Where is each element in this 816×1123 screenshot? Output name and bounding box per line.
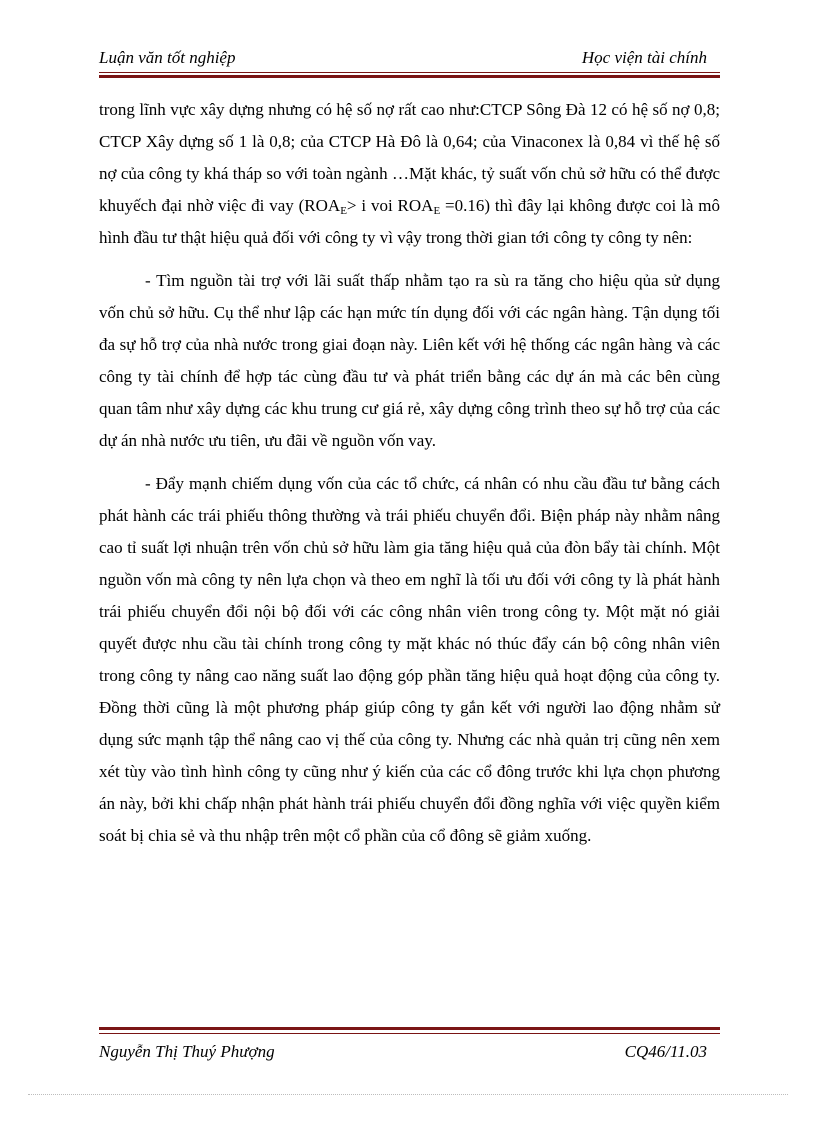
header-rule-thin [99,72,720,73]
page-bottom-dotted-line [28,1094,788,1095]
footer-rule-thick [99,1027,720,1030]
footer-author-name: Nguyễn Thị Thuý Phượng [99,1042,275,1061]
paragraph-1-part-a: trong lĩnh vực xây dựng nhưng có hệ số nợ rất cao như:CTCP Sông Đà 12 có hệ số nợ 0,8; CTCP Xây dựng số 1 là 0,8; của CTCP Hà Đô là 0,64; của Vinaconex là 0,84 vì thế hệ số nợ của công ty khá tháp so với toàn ngành …Mặt khác, tỷ suất vốn chủ sở hữu có thể được khuyếch đại nhờ việc đi vay (ROA [99,100,720,215]
header-institution-label: Học viện tài chính [581,48,707,67]
page-footer [99,1032,719,1062]
subscript-e-1: E [340,205,347,217]
header-thesis-label: Luận văn tốt nghiệp [99,48,236,67]
header-rule-thick [99,75,720,78]
paragraph-1-part-c: =0.16) thì đây lại không được coi là mô hình đầu tư thật hiệu quả đối với công ty vì vậy trong thời gian tới công ty công ty nên: [99,196,720,247]
paragraph-1-part-b: > i voi ROA [346,196,434,215]
body-text [99,94,720,852]
footer-class-code: CQ46/11.03 [624,1042,707,1061]
paragraph-bond-issuance: - Đẩy mạnh chiếm dụng vốn của các tổ chức, cá nhân có nhu cầu đầu tư bằng cách phát hành các trái phiếu thông thường và trái phiếu chuyển đổi. Biện pháp này nhằm nâng cao tỉ suất lợi nhuận trên vốn chủ sở hữu làm gia tăng hiệu quả của đòn bẩy tài chính. Một nguồn vốn mà công ty nên lựa chọn và theo em nghĩ là tối ưu đối với công ty là phát hành trái phiếu chuyển đổi nội bộ đối với các công nhân viên trong công ty. Một mặt nó giải quyết được nhu cầu tài chính trong công ty mặt khác nó thúc đẩy cán bộ công nhân viên trong công ty nâng cao năng suất lao động góp phần tăng hiệu quả hoạt động của công ty. Đồng thời cũng là một phương pháp giúp công ty gắn kết với người lao động nhằm sử dụng sức mạnh tập thể nâng cao vị thế của công ty. Nhưng các nhà quản trị cũng nên xem xét tùy vào tình hình công ty cũng như ý kiến của các cổ đông trước khi lựa chọn phương án này, bởi khi chấp nhận phát hành trái phiếu chuyển đổi đồng nghĩa với việc quyền kiểm soát bị chia sẻ và thu nhập trên một cổ phần của cổ đông sẽ giảm xuống. [99,474,720,845]
subscript-e-2: E [433,205,441,217]
paragraph-funding-sources: - Tìm nguồn tài trợ với lãi suất thấp nhằm tạo ra sù ra tăng cho hiệu qủa sử dụng vốn chủ sở hữu. Cụ thể như lập các hạn mức tín dụng đối với các ngân hàng. Tận dụng tối đa sự hỗ trợ của nhà nước trong giai đoạn này. Liên kết với hệ thống các ngân hàng và các công ty tài chính để hợp tác cùng đầu tư và phát triển bằng các dự án mà các bên cùng quan tâm như xây dựng các khu trung cư giá rẻ, xây dựng công trình theo sự hỗ trợ của các dự án nhà nước ưu tiên, ưu đãi về nguồn vốn vay. [99,271,720,450]
paragraph-continuation [99,94,720,254]
page-header [99,46,719,72]
